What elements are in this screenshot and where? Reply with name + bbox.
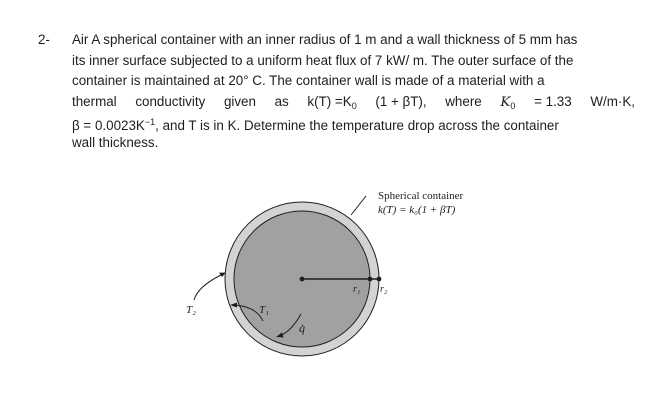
center-dot — [300, 277, 305, 282]
k0-value: = 1.33 — [534, 93, 572, 109]
conductivity-formula-factor: (1 + βT), — [375, 93, 427, 109]
conductivity-formula: $k(T) =K_0$ — [307, 93, 357, 111]
subscript: 0 — [351, 100, 357, 111]
word-given: given — [223, 93, 256, 109]
line-text: wall thickness. — [72, 135, 159, 150]
line-text: , and T is in K. Determine the temperature drop across the container — [155, 118, 559, 134]
label-t2: T₂ — [186, 304, 196, 316]
line-text: Air A spherical container with an inner radius of 1 m and a wall thickness of 5 mm has — [72, 32, 578, 47]
label-r1: r₁ — [353, 284, 361, 295]
label-t1: T₁ — [259, 304, 269, 316]
subscript: 0 — [510, 100, 516, 111]
word-where: where — [445, 93, 482, 109]
figure-caption-title: Spherical container — [378, 190, 464, 202]
line-text: container is maintained at 20° C. The container wall is made of a material with a — [72, 73, 545, 89]
label-r2: r₂ — [380, 284, 388, 295]
r2-dot — [377, 277, 382, 282]
word-conductivity: conductivity — [135, 93, 206, 109]
t2-arrow-line — [194, 274, 223, 300]
beta-value: β = 0.0023K — [72, 118, 145, 134]
line-text: its inner surface subjected to a uniform heat flux of 7 kW/ m. The outer surface of the — [72, 52, 574, 68]
k0-symbol: $K_0$ — [500, 94, 516, 111]
superscript: −1 — [144, 117, 156, 128]
problem-number: 2- — [38, 32, 50, 47]
figure-caption-formula: k(T) = k₀(1 + βT) — [378, 204, 456, 216]
caption-leader-line — [351, 196, 366, 215]
word-thermal: thermal — [72, 93, 117, 109]
r1-dot — [368, 277, 373, 282]
k0-unit: W/m·K, — [590, 93, 635, 109]
word-as: as — [274, 93, 289, 109]
label-qdot: q̇ — [299, 321, 305, 335]
